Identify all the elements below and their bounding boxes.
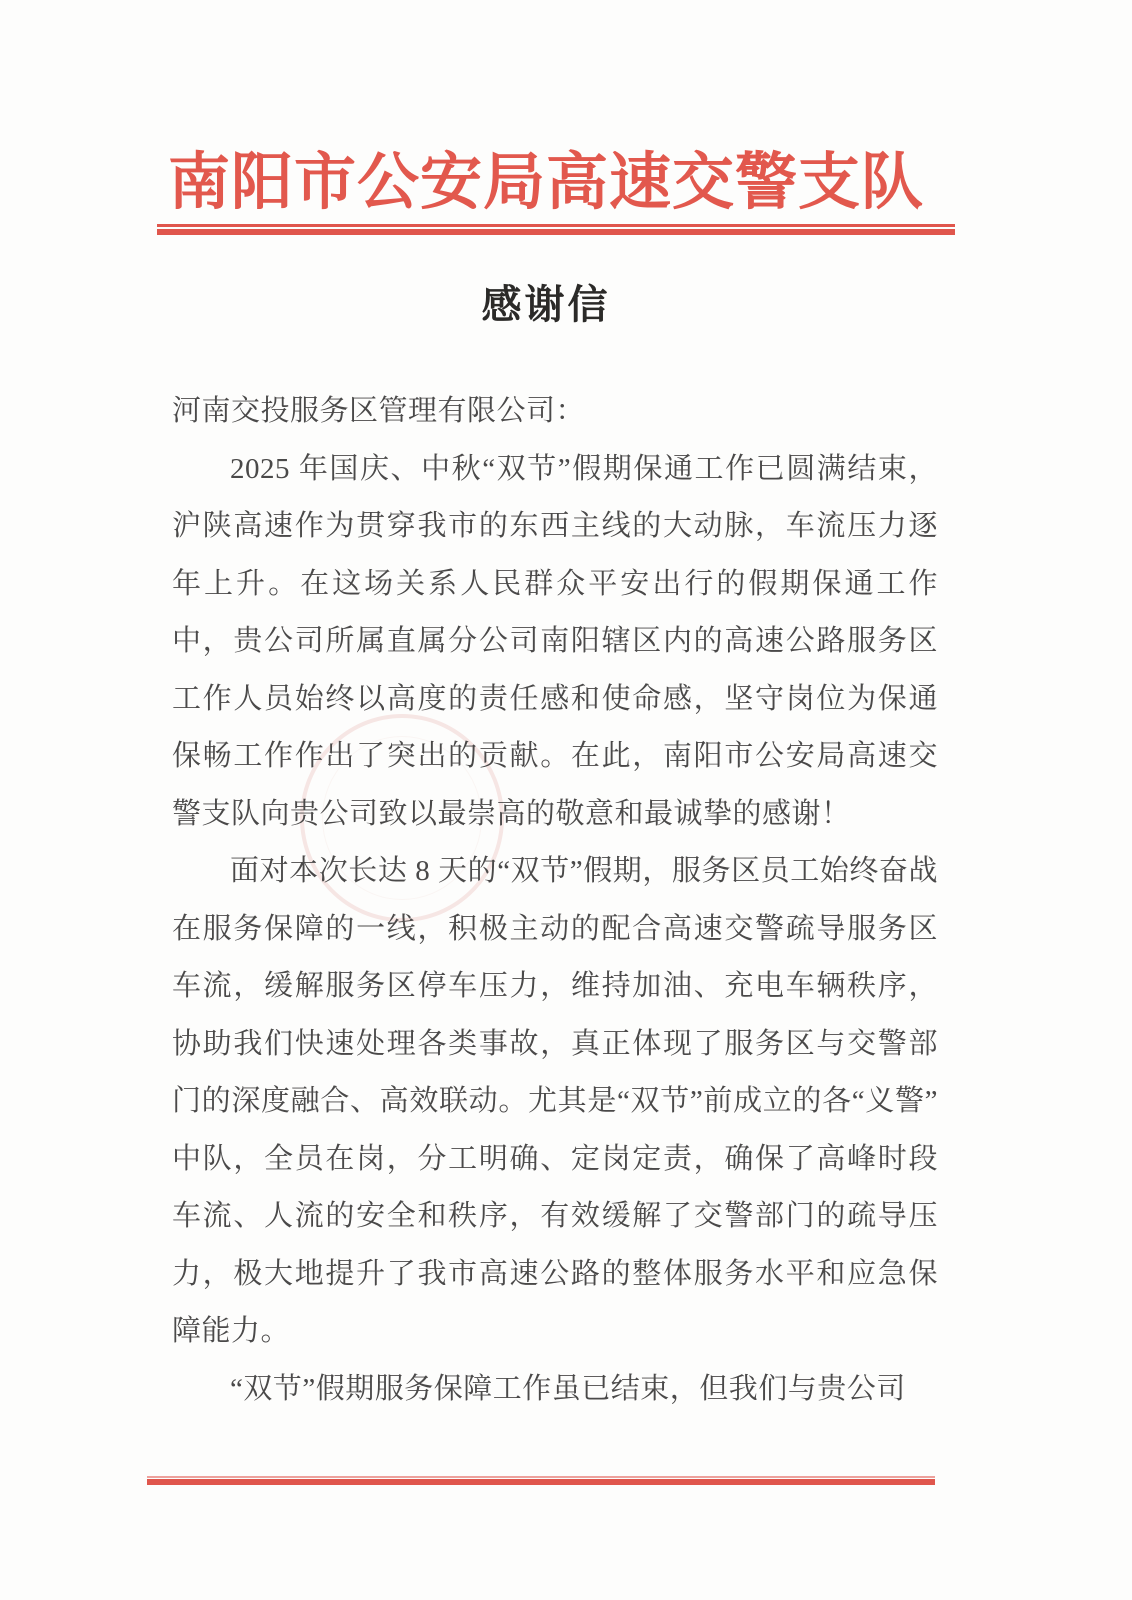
footer-divider (147, 1476, 935, 1485)
footer-divider-thick-line (147, 1479, 935, 1485)
body-paragraph-2: 面对本次长达 8 天的“双节”假期，服务区员工始终奋战在服务保障的一线，积极主动的配合高速交警疏导服务区车流，缓解服务区停车压力，维持加油、充电车辆秩序，协助我们快速处理各类事故，真正体现了服务区与交警部门的深度融合、高效联动。尤其是“双节”前成立的各“义警”中队，全员在岗，分工明确、定岗定责，确保了高峰时段车流、人流的安全和秩序，有效缓解了交警部门的疏导压力，极大地提升了我市高速公路的整体服务水平和应急保障能力。 (172, 855, 938, 1347)
salutation: 河南交投服务区管理有限公司： (172, 395, 586, 427)
body-paragraph-1: 2025 年国庆、中秋“双节”假期保通工作已圆满结束，沪陕高速作为贯穿我市的东西主线的大动脉，车流压力逐年上升。在这场关系人民群众平安出行的假期保通工作中，贵公司所属直属分公司南阳辖区内的高速公路服务区工作人员始终以高度的责任感和使命感，坚守岗位为保通保畅工作作出了突出的贡献。在此，南阳市公安局高速交警支队向贵公司致以最崇高的敬意和最诚挚的感谢！ (172, 452, 938, 830)
document-title: 感谢信 (481, 282, 611, 327)
letterhead-divider-thin-line (157, 224, 955, 227)
footer-divider-thin-line (147, 1476, 935, 1478)
letterhead-divider-thick-line (157, 229, 955, 235)
letterhead-agency-name: 南阳市公安局高速交警支队 (167, 149, 924, 217)
letter-body (172, 383, 938, 1418)
letterhead-divider (157, 224, 955, 235)
body-paragraph-3: “双节”假期服务保障工作虽已结束，但我们与贵公司 (230, 1372, 906, 1405)
